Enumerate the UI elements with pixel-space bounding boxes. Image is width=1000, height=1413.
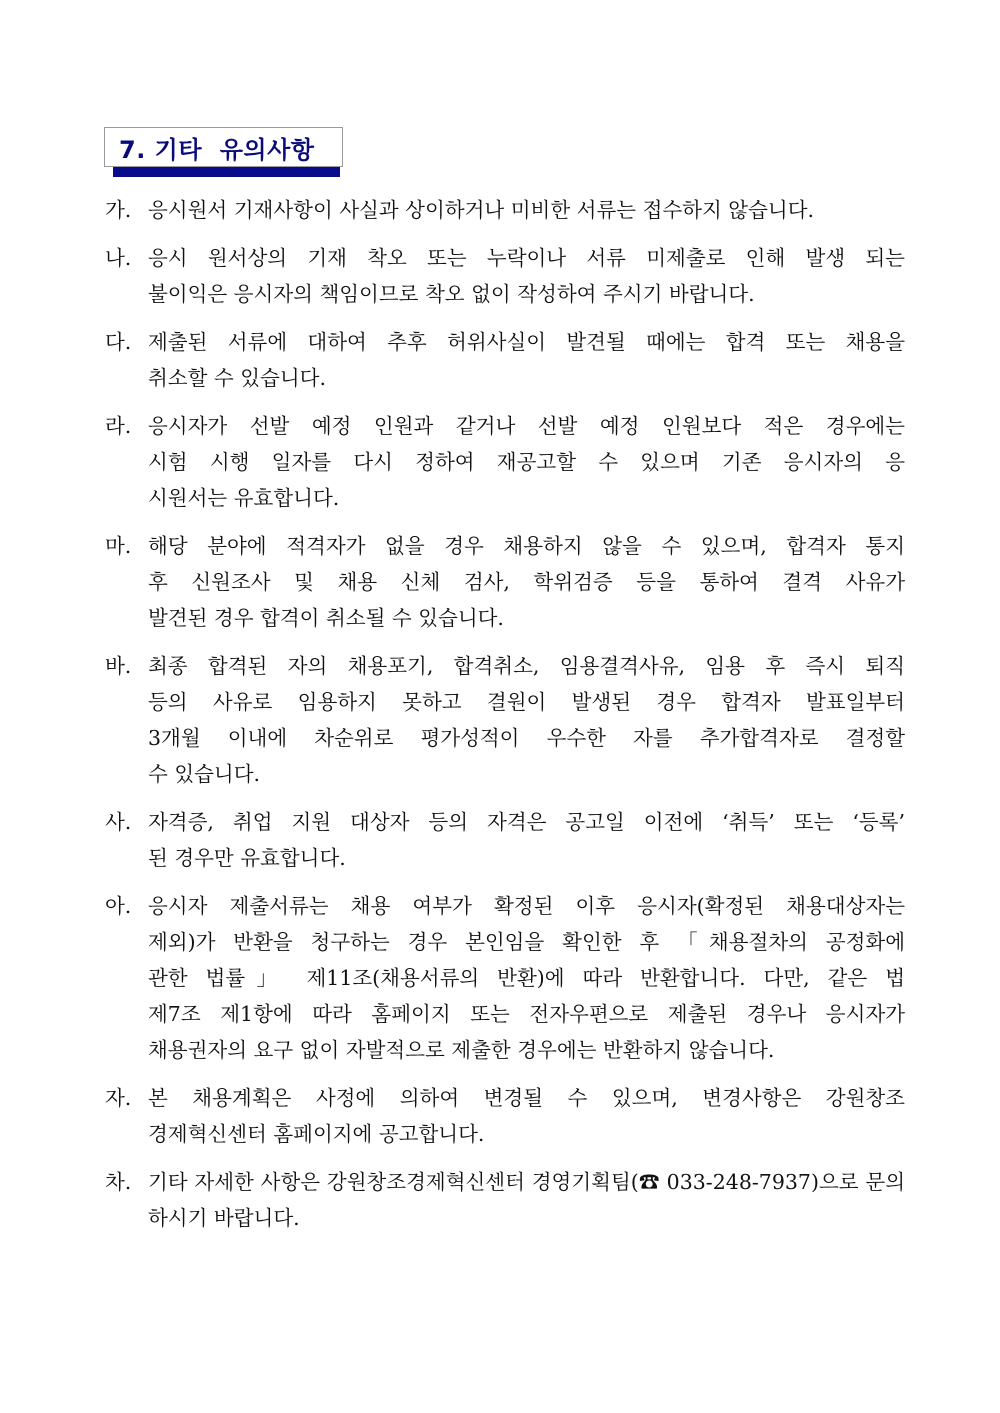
item-body [148,1080,905,1152]
item-body [148,648,905,792]
item-body [148,324,905,396]
item-body [148,1164,905,1236]
item-line: 하시기 바랍니다. [148,1206,300,1230]
item-body [148,240,905,312]
item-line: 후 신원조사 및 채용 신체 검사, 학위검증 등을 통하여 결격 사유가 [148,570,905,594]
item-line: 시험 시행 일자를 다시 정하여 재공고할 수 있으며 기존 응시자의 응 [148,450,905,474]
list-item [105,324,905,396]
section-heading [104,127,343,167]
section-title: 7. 기타 유의사항 [119,135,315,164]
item-marker: 가. [105,198,132,222]
item-marker: 나. [105,246,132,270]
list-item [105,648,905,792]
item-marker: 바. [105,654,132,678]
item-line: 등의 사유로 임용하지 못하고 결원이 발생된 경우 합격자 발표일부터 [148,690,905,714]
item-line: 시원서는 유효합니다. [148,486,340,510]
item-body [148,528,905,636]
list-item [105,192,905,228]
list-item [105,240,905,312]
item-marker: 차. [105,1170,132,1194]
list-item-contact [105,1164,905,1236]
item-line: 응시 원서상의 기재 착오 또는 누락이나 서류 미제출로 인해 발생 되는 [148,246,905,270]
item-marker: 다. [105,330,132,354]
item-line: 불이익은 응시자의 책임이므로 착오 없이 작성하여 주시기 바랍니다. [148,282,755,306]
list-item [105,528,905,636]
item-line: 경제혁신센터 홈페이지에 공고합니다. [148,1122,485,1146]
item-line: 된 경우만 유효합니다. [148,846,346,870]
item-line: 응시원서 기재사항이 사실과 상이하거나 미비한 서류는 접수하지 않습니다. [148,198,815,222]
heading-box [104,127,343,167]
item-line: 응시자가 선발 예정 인원과 같거나 선발 예정 인원보다 적은 경우에는 [148,414,905,438]
item-body [148,888,905,1068]
item-line: 수 있습니다. [148,762,261,786]
item-line-with-telephone-icon: 기타 자세한 사항은 강원창조경제혁신센터 경영기획팀(☎ 033-248-7937)으로 문의 [148,1170,905,1194]
item-marker: 마. [105,534,132,558]
item-line: 발견된 경우 합격이 취소될 수 있습니다. [148,606,504,630]
item-line: 해당 분야에 적격자가 없을 경우 채용하지 않을 수 있으며, 합격자 통지 [148,534,905,558]
notice-list [105,192,905,1248]
item-marker: 자. [105,1086,132,1110]
list-item [105,888,905,1068]
item-marker: 라. [105,414,132,438]
item-line: 본 채용계획은 사정에 의하여 변경될 수 있으며, 변경사항은 강원창조 [148,1086,905,1110]
item-marker: 아. [105,894,132,918]
item-line: 자격증, 취업 지원 대상자 등의 자격은 공고일 이전에 ‘취득’ 또는 ‘등록’ [148,810,905,834]
item-line: 관한 법률」 제11조(채용서류의 반환)에 따라 반환합니다. 다만, 같은 법 [148,966,905,990]
item-line: 제외)가 반환을 청구하는 경우 본인임을 확인한 후 「채용절차의 공정화에 [148,930,905,954]
item-line: 3개월 이내에 차순위로 평가성적이 우수한 자를 추가합격자로 결정할 [148,726,905,750]
item-line: 응시자 제출서류는 채용 여부가 확정된 이후 응시자(확정된 채용대상자는 [148,894,905,918]
list-item [105,408,905,516]
item-body [148,408,905,516]
item-body [148,192,905,228]
list-item [105,1080,905,1152]
item-line: 최종 합격된 자의 채용포기, 합격취소, 임용결격사유, 임용 후 즉시 퇴직 [148,654,905,678]
item-marker: 사. [105,810,132,834]
list-item [105,804,905,876]
item-body [148,804,905,876]
item-line: 취소할 수 있습니다. [148,366,326,390]
item-line: 제7조 제1항에 따라 홈페이지 또는 전자우편으로 제출된 경우나 응시자가 [148,1002,905,1026]
item-line: 채용권자의 요구 없이 자발적으로 제출한 경우에는 반환하지 않습니다. [148,1038,775,1062]
item-line: 제출된 서류에 대하여 추후 허위사실이 발견될 때에는 합격 또는 채용을 [148,330,905,354]
